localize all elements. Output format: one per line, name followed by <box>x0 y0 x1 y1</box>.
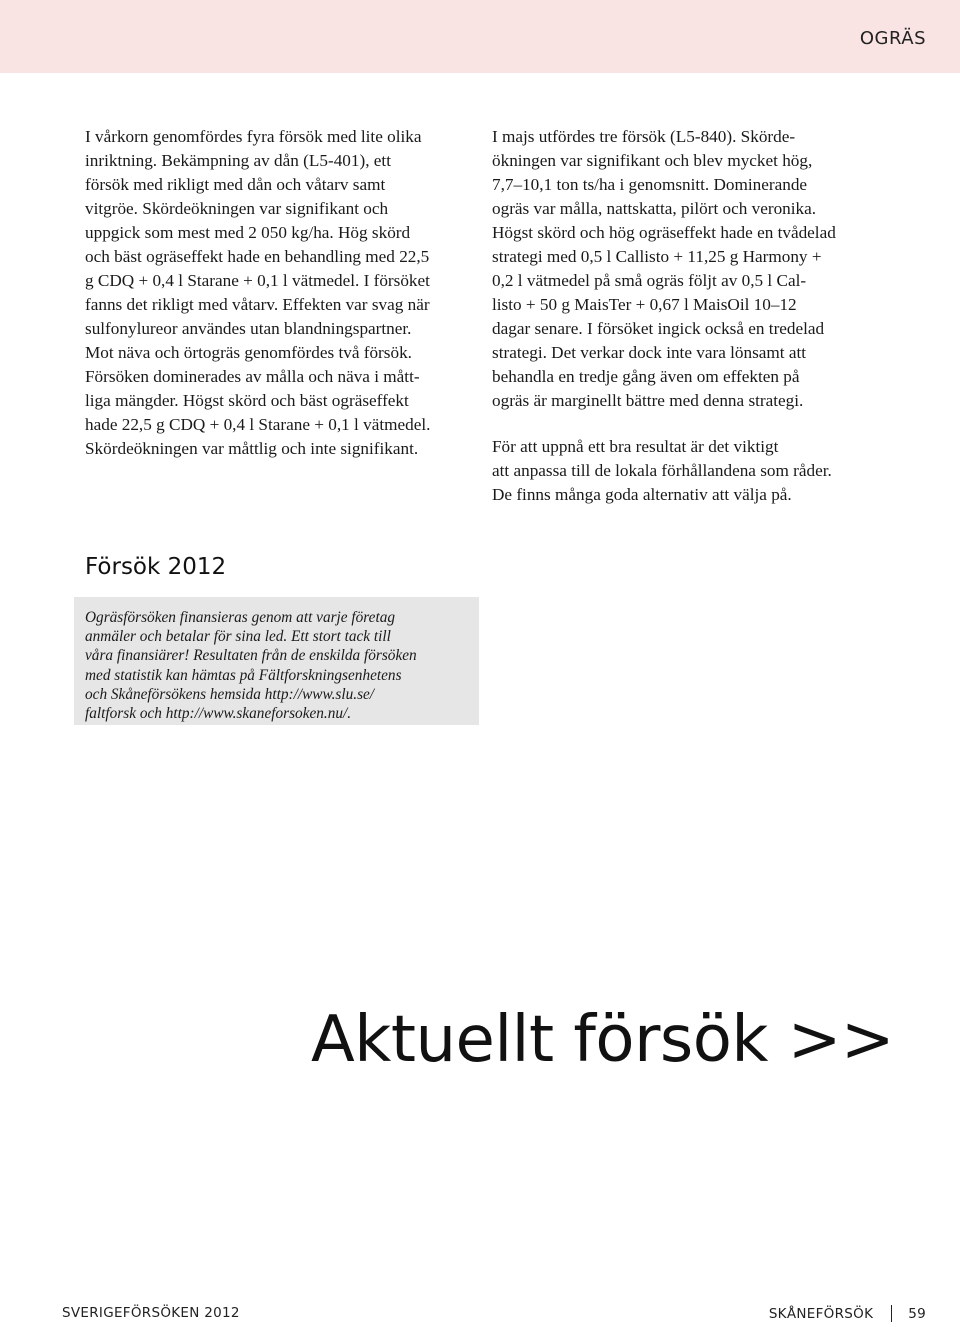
note-line: faltforsk och http://www.skaneforsoken.nu/. <box>85 705 352 723</box>
text-line: och bäst ogräseffekt hade en behandling med 22,5 <box>85 247 430 266</box>
text-line: ökningen var signifikant och blev mycket hög, <box>492 151 813 170</box>
text-line: strategi med 0,5 l Callisto + 11,25 g Harmony + <box>492 247 822 266</box>
text-line: hade 22,5 g CDQ + 0,4 l Starane + 0,1 l vätmedel. <box>85 415 431 434</box>
note-line: anmäler och betalar för sina led. Ett stort tack till <box>85 628 391 646</box>
footer-right <box>769 1305 926 1322</box>
note-line: Ogräsförsöken finansieras genom att varje företag <box>85 609 396 626</box>
text-line: g CDQ + 0,4 l Starane + 0,1 l vätmedel. I försöket <box>85 271 430 290</box>
text-line: Skördeökningen var måttlig och inte signifikant. <box>85 439 419 458</box>
text-line: ogräs är marginellt bättre med denna strategi. <box>492 391 804 410</box>
text-line: De finns många goda alternativ att välja på. <box>492 485 792 504</box>
text-line: försök med rikligt med dån och våtarv samt <box>85 175 386 194</box>
text-line: dagar senare. I försöket ingick också en tredelad <box>492 319 825 338</box>
text-line: 7,7–10,1 ton ts/ha i genomsnitt. Dominerande <box>492 175 808 194</box>
text-line: Högst skörd och hög ogräseffekt hade en tvådelad <box>492 223 836 242</box>
text-line: ogräs var målla, nattskatta, pilört och veronika. <box>492 199 817 218</box>
text-line: Mot näva och örtogräs genomfördes två försök. <box>85 343 412 362</box>
note-line: och Skåneförsökens hemsida http://www.slu.se/ <box>85 685 375 703</box>
text-line: uppgick som mest med 2 050 kg/ha. Hög skörd <box>85 223 411 242</box>
footer-section-label: SKÅNEFÖRSÖK <box>768 1306 874 1322</box>
text-line: För att uppnå ett bra resultat är det viktigt <box>492 437 779 456</box>
text-line: vitgröe. Skördeökningen var signifikant och <box>85 199 389 218</box>
text-line: att anpassa till de lokala förhållandena som råder. <box>492 461 832 480</box>
text-line: Försöken dominerades av målla och näva i mått- <box>85 367 420 386</box>
footer-publication: SVERIGEFÖRSÖKEN 2012 <box>62 1305 240 1321</box>
note-box <box>74 597 479 725</box>
text-line: strategi. Det verkar dock inte vara lönsamt att <box>492 343 807 362</box>
text-line: fanns det rikligt med våtarv. Effekten var svag när <box>85 295 430 314</box>
next-trial-link[interactable]: Aktuellt försök >> <box>311 1003 895 1077</box>
text-line: listo + 50 g MaisTer + 0,67 l MaisOil 10–12 <box>492 295 797 314</box>
text-line: liga mängder. Högst skörd och bäst ogräseffekt <box>85 391 409 410</box>
note-line: våra finansiärer! Resultaten från de enskilda försöken <box>85 647 417 665</box>
page-number: 59 <box>908 1306 926 1322</box>
footer-separator <box>891 1305 892 1322</box>
text-line: behandla en tredje gång även om effekten på <box>492 367 800 386</box>
text-line: I majs utfördes tre försök (L5-840). Skörde- <box>492 127 796 146</box>
header-band <box>0 0 960 73</box>
left-column <box>85 125 480 461</box>
paragraph-gap <box>492 413 887 435</box>
right-column <box>492 125 887 507</box>
note-text <box>85 608 417 723</box>
section-heading: Försök 2012 <box>85 554 227 580</box>
text-line: 0,2 l vätmedel på små ogräs följt av 0,5 l Cal- <box>492 271 807 290</box>
text-line: sulfonylureor användes utan blandningspartner. <box>85 319 412 338</box>
section-tag: OGRÄS <box>859 28 926 49</box>
text-line: inriktning. Bekämpning av dån (L5-401), ett <box>85 151 391 170</box>
note-line: med statistik kan hämtas på Fältforskningsenhetens <box>85 666 402 684</box>
text-line: I vårkorn genomfördes fyra försök med lite olika <box>85 127 422 146</box>
